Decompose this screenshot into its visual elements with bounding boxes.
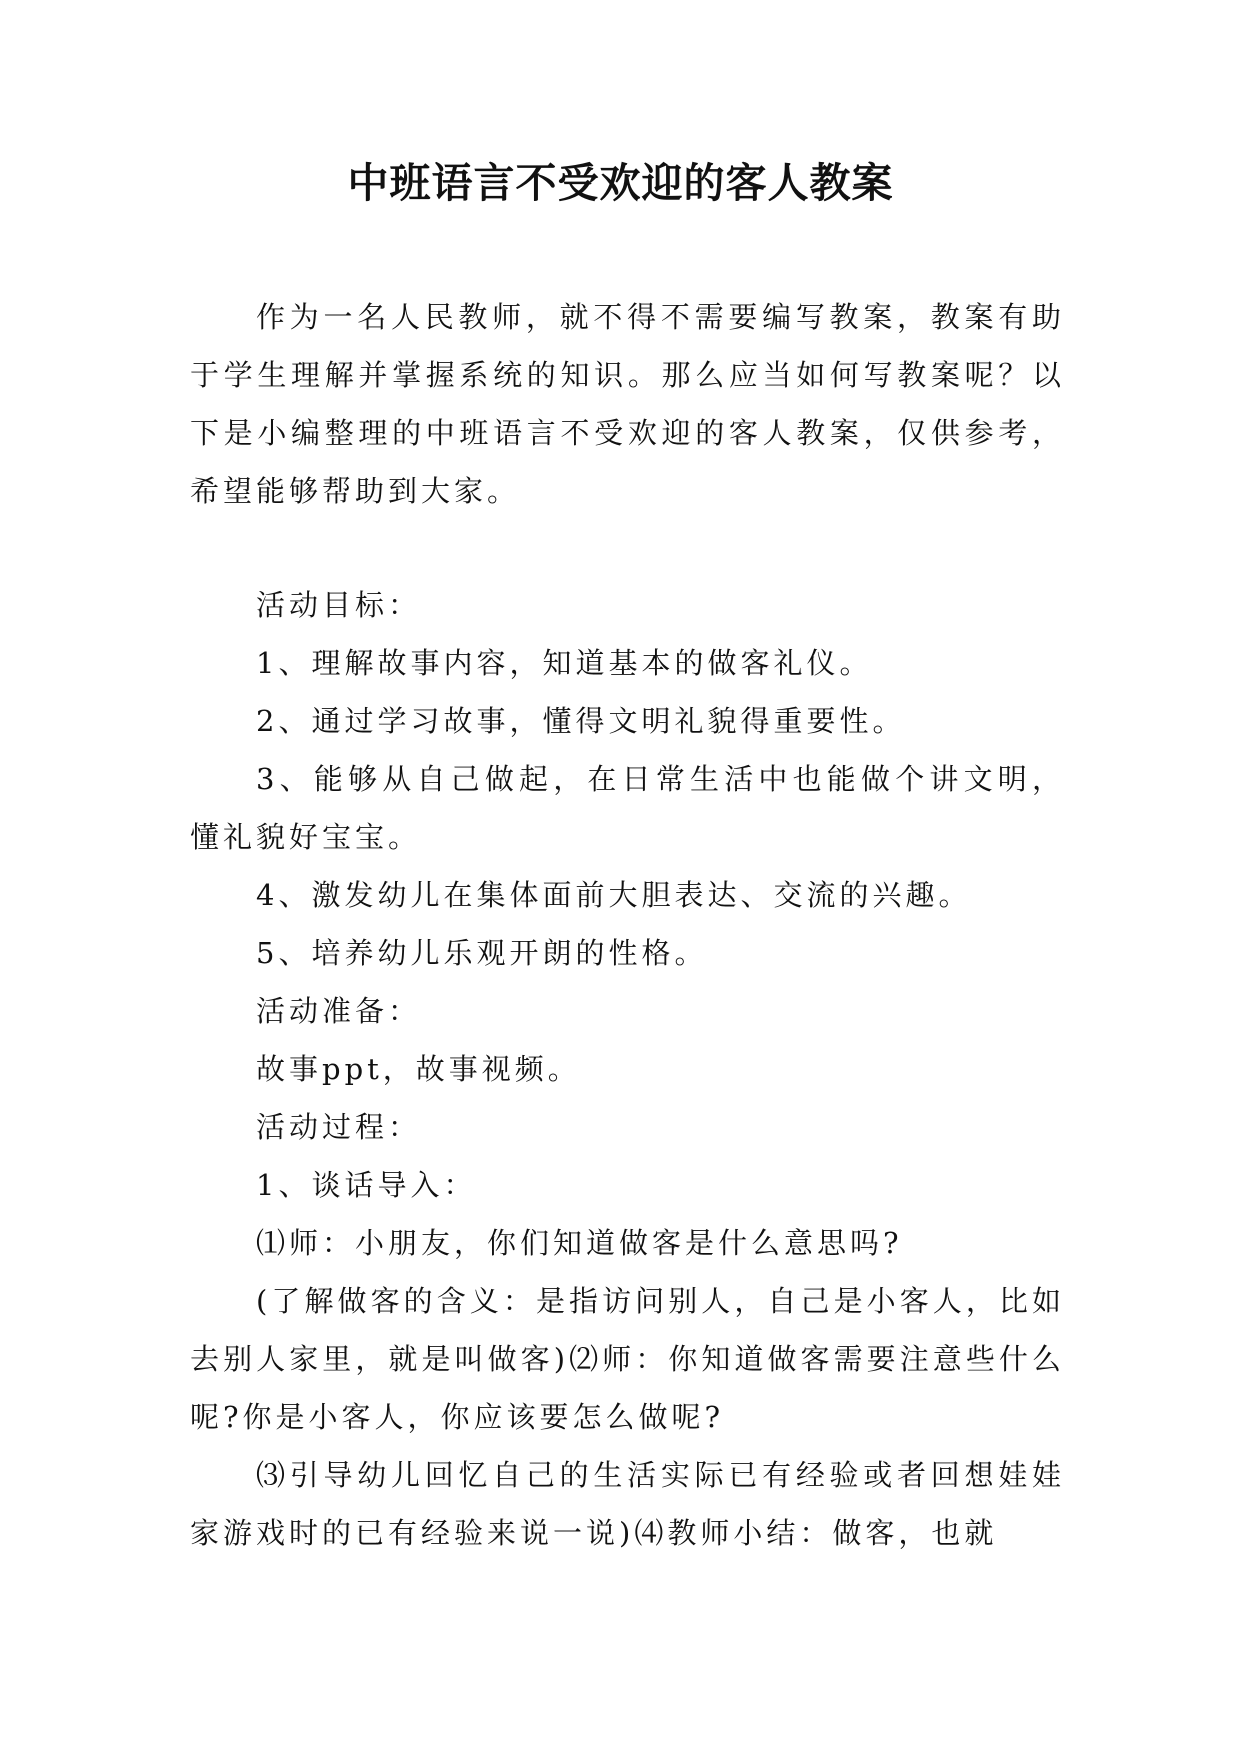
content-section: [190, 576, 1065, 1562]
intro-paragraph: 作为一名人民教师，就不得不需要编写教案，教案有助于学生理解并掌握系统的知识。那么应当如何写教案呢？以下是小编整理的中班语言不受欢迎的客人教案，仅供参考，希望能够帮助到大家。: [190, 300, 1065, 508]
process-guidance: ⑶引导幼儿回忆自己的生活实际已有经验或者回想娃娃家游戏时的已有经验来说一说)⑷教师小结：做客，也就: [190, 1458, 1065, 1550]
goal-item-1: 1、理解故事内容，知道基本的做客礼仪。: [256, 646, 873, 680]
process-question-1: ⑴师：小朋友，你们知道做客是什么意思吗?: [256, 1226, 903, 1260]
section-heading-process: 活动过程：: [256, 1110, 422, 1144]
intro-section: [190, 288, 1065, 520]
goal-item-5: 5、培养幼儿乐观开朗的性格。: [256, 936, 708, 970]
process-step-1: 1、谈话导入：: [256, 1168, 477, 1202]
goal-item-4: 4、激发幼儿在集体面前大胆表达、交流的兴趣。: [256, 878, 972, 912]
document-title: 中班语言不受欢迎的客人教案: [347, 159, 894, 207]
section-heading-goals: 活动目标：: [256, 588, 422, 622]
goal-item-2: 2、通过学习故事，懂得文明礼貌得重要性。: [256, 704, 906, 738]
section-heading-preparation: 活动准备：: [256, 994, 422, 1028]
goal-item-3: 3、能够从自己做起，在日常生活中也能做个讲文明，懂礼貌好宝宝。: [190, 762, 1065, 854]
process-explanation: (了解做客的含义：是指访问别人，自己是小客人，比如去别人家里，就是叫做客)⑵师：你知道做客需要注意些什么呢?你是小客人，你应该要怎么做呢?: [190, 1284, 1065, 1434]
preparation-item: 故事ppt，故事视频。: [256, 1052, 581, 1086]
